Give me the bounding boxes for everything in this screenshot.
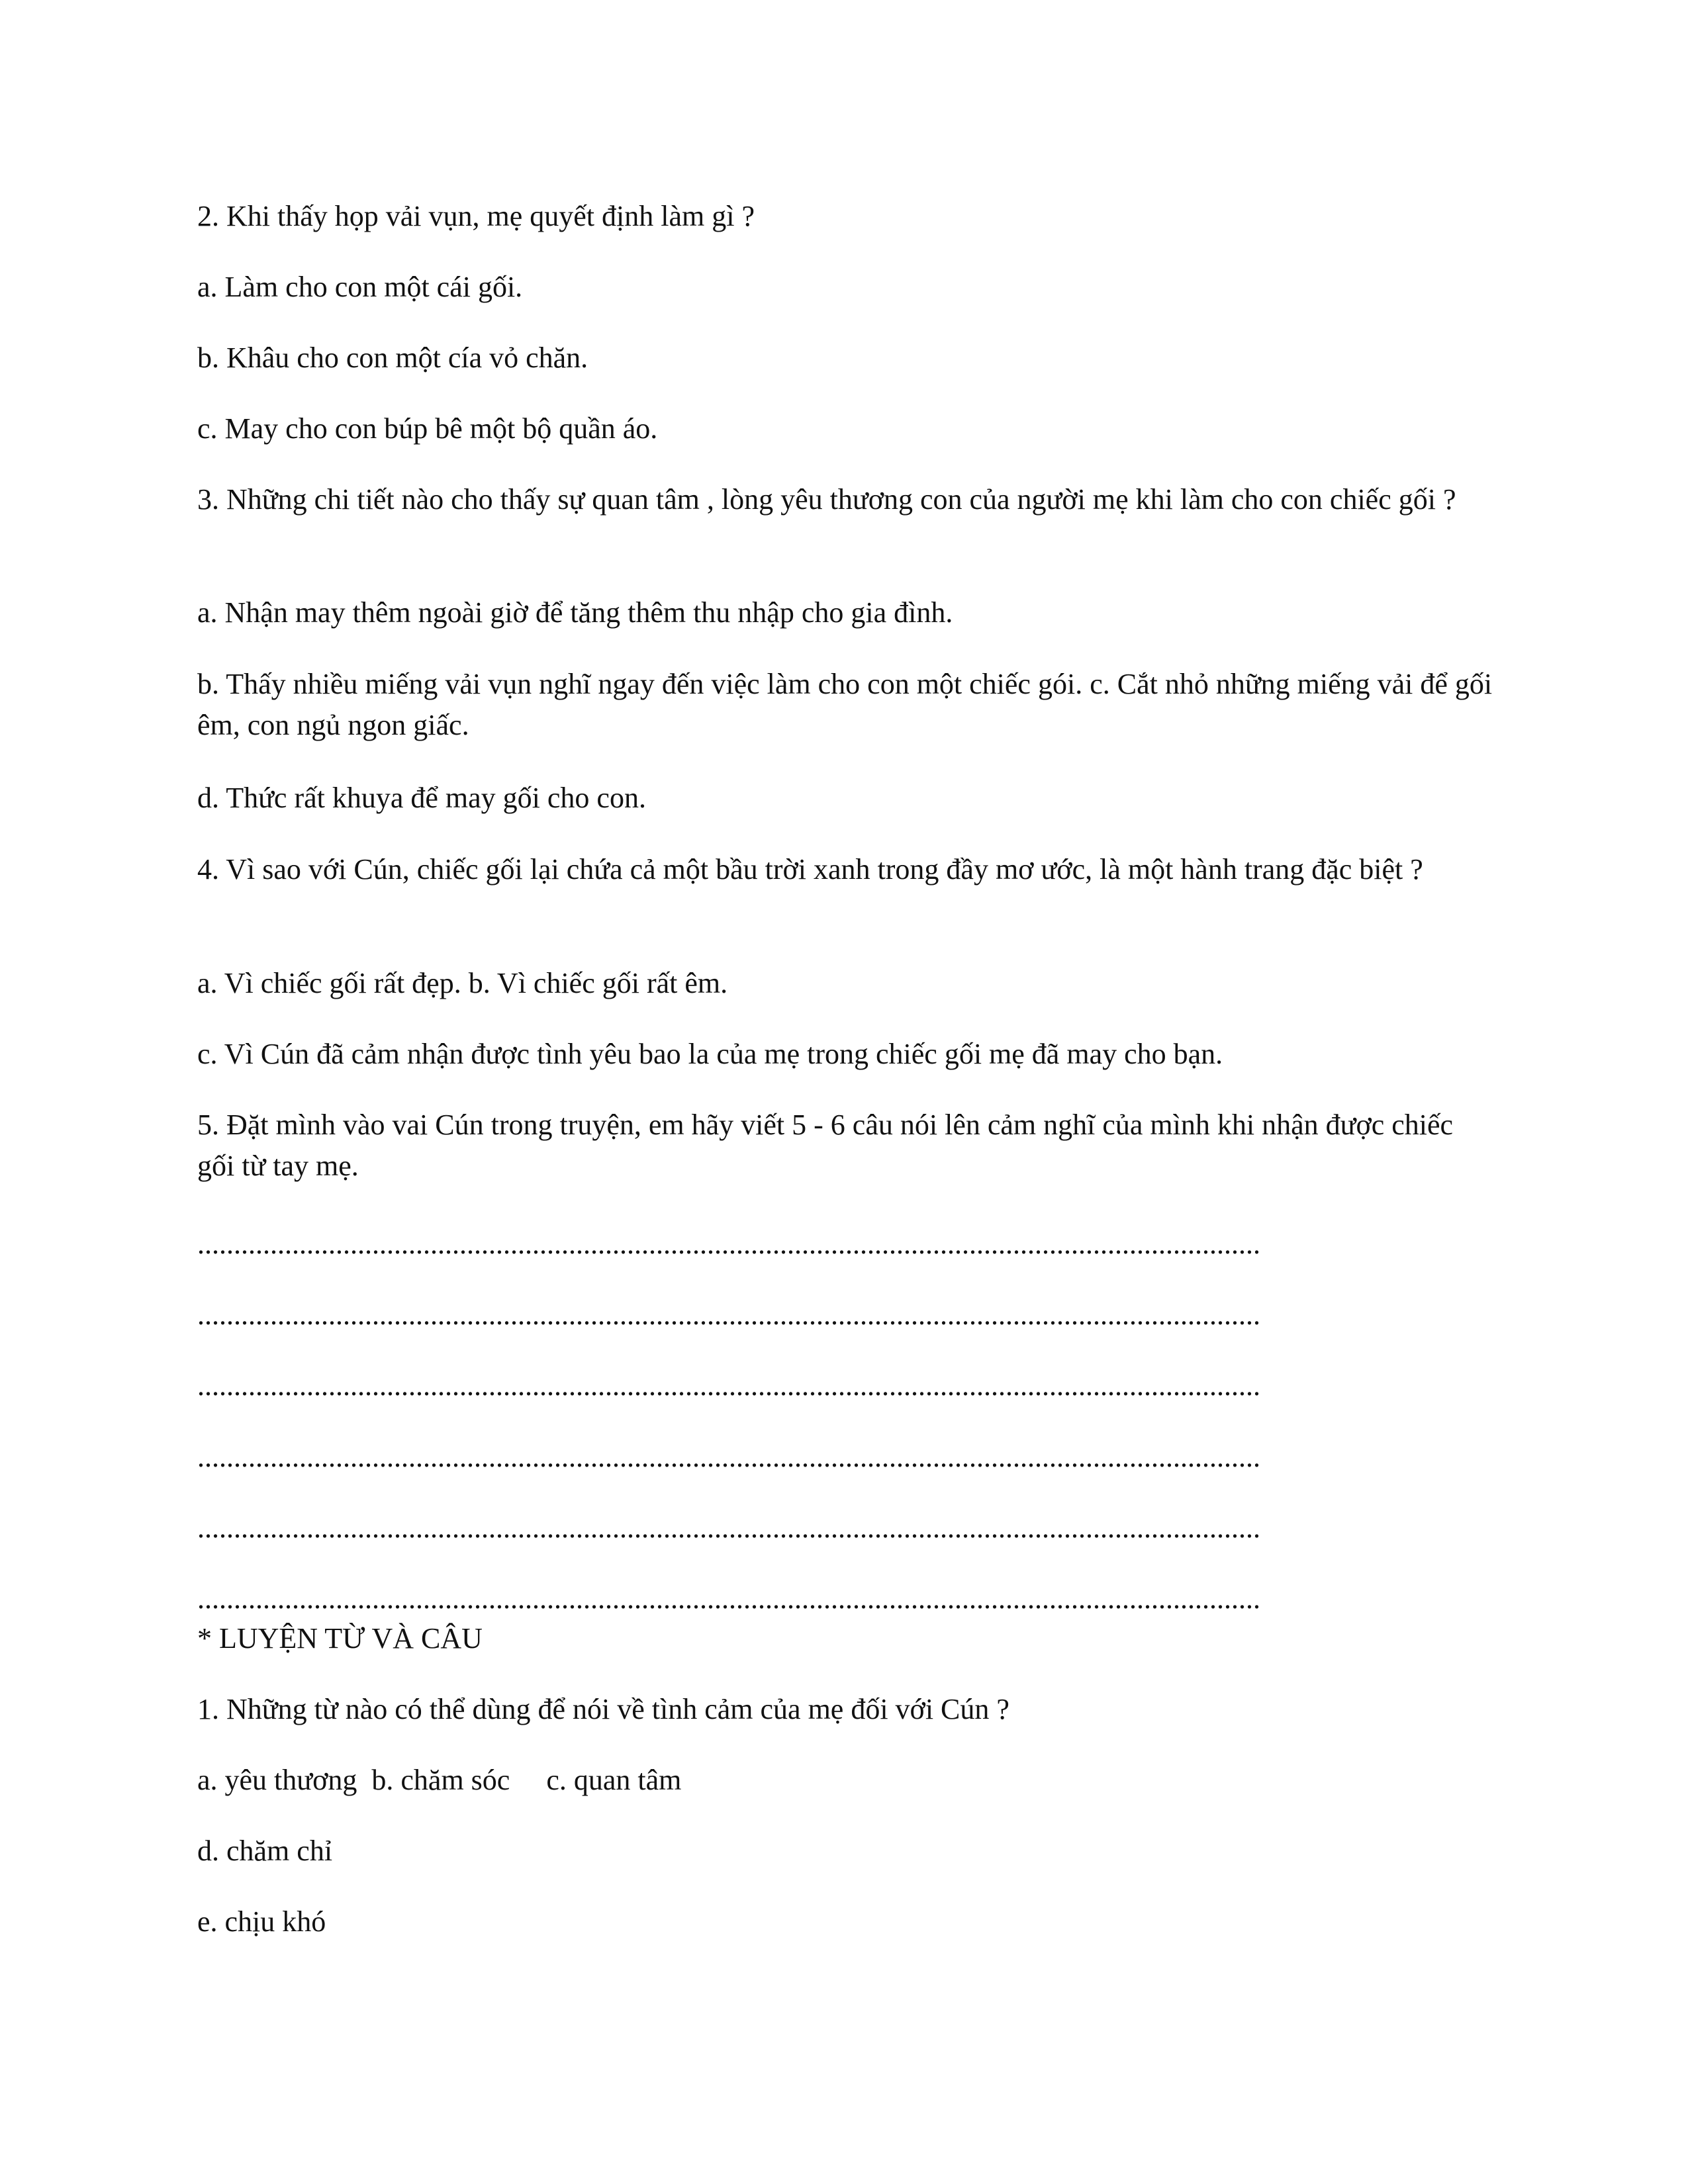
question-4-option-a-b: a. Vì chiếc gối rất đẹp. b. Vì chiếc gối rất êm. bbox=[197, 967, 728, 999]
section-title: * LUYỆN TỪ VÀ CÂU bbox=[197, 1622, 483, 1655]
answer-line[interactable]: .................................................................................................................................................. bbox=[197, 1512, 1260, 1544]
section-question-1-option-e: e. chịu khó bbox=[197, 1905, 326, 1938]
question-2-option-c: c. May cho con búp bê một bộ quần áo. bbox=[197, 412, 658, 445]
question-3-option-d: d. Thức rất khuya để may gối cho con. bbox=[197, 782, 646, 814]
answer-line[interactable]: .................................................................................................................................................. bbox=[197, 1228, 1260, 1260]
answer-line[interactable]: .................................................................................................................................................. bbox=[197, 1441, 1260, 1473]
question-5-prompt: 5. Đặt mình vào vai Cún trong truyện, em hãy viết 5 - 6 câu nói lên cảm nghĩ của mình khi nhận được chiếc gối từ tay mẹ. bbox=[197, 1109, 1454, 1182]
question-2-option-b: b. Khâu cho con một cía vỏ chăn. bbox=[197, 341, 588, 374]
question-3-prompt: 3. Những chi tiết nào cho thấy sự quan tâm , lòng yêu thương con của người mẹ khi làm cho con chiếc gối ? bbox=[197, 483, 1456, 516]
section-question-1-options-row: a. yêu thương b. chăm sóc c. quan tâm bbox=[197, 1764, 682, 1796]
question-3-option-b-c: b. Thấy nhiều miếng vải vụn nghĩ ngay đến việc làm cho con một chiếc gói. c. Cắt nhỏ những miếng vải để gối êm, con ngủ ngon giấc. bbox=[197, 668, 1493, 741]
question-4-option-c: c. Vì Cún đã cảm nhận được tình yêu bao la của mẹ trong chiếc gối mẹ đã may cho bạn. bbox=[197, 1038, 1223, 1070]
section-question-1-prompt: 1. Những từ nào có thể dùng để nói về tình cảm của mẹ đối với Cún ? bbox=[197, 1693, 1009, 1725]
answer-line[interactable]: .................................................................................................................................................. bbox=[197, 1582, 1260, 1615]
answer-line[interactable]: .................................................................................................................................................. bbox=[197, 1298, 1260, 1331]
question-2-prompt: 2. Khi thấy họp vải vụn, mẹ quyết định làm gì ? bbox=[197, 200, 755, 232]
answer-line[interactable]: .................................................................................................................................................. bbox=[197, 1369, 1260, 1402]
question-3-option-a: a. Nhận may thêm ngoài giờ để tăng thêm thu nhập cho gia đình. bbox=[197, 596, 953, 629]
question-2-option-a: a. Làm cho con một cái gối. bbox=[197, 271, 523, 303]
section-question-1-option-d: d. chăm chỉ bbox=[197, 1835, 333, 1867]
question-4-prompt: 4. Vì sao với Cún, chiếc gối lại chứa cả một bầu trời xanh trong đầy mơ ước, là một hành trang đặc biệt ? bbox=[197, 853, 1423, 886]
